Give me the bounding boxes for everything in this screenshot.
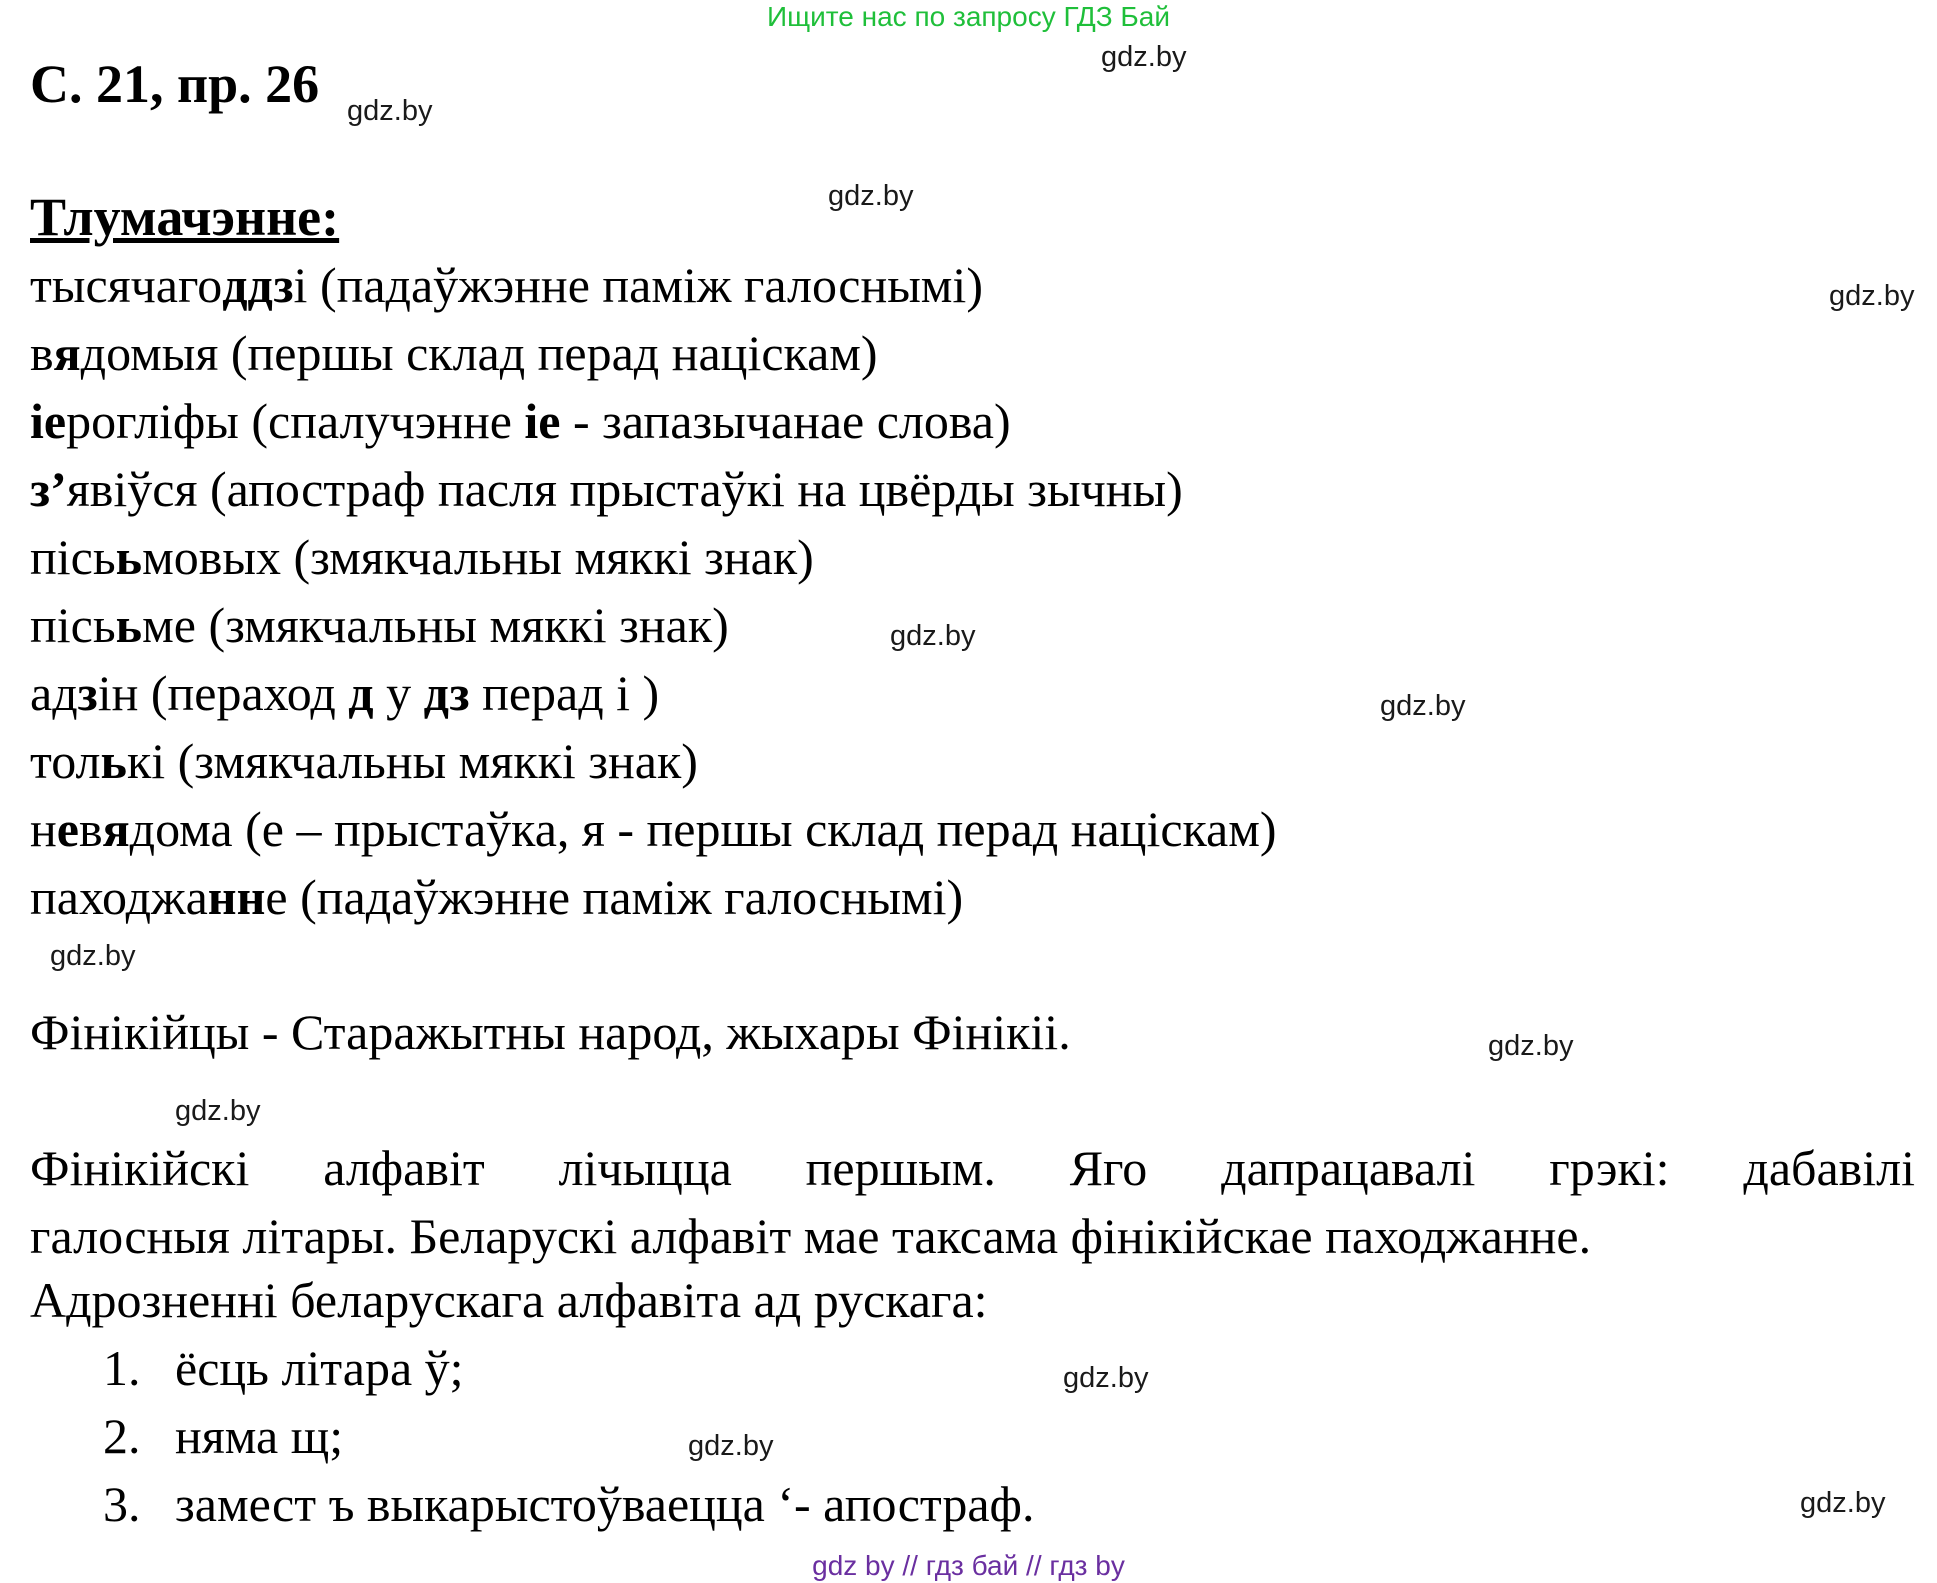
phoenicians-sentence: Фінікійцы - Старажытны народ, жыхары Фінікіі. (30, 1004, 1071, 1060)
explanation-text: кі (змякчальны мяккі знак) (126, 733, 698, 789)
explanation-text: ад (30, 665, 78, 721)
explanation-text: н (30, 801, 57, 857)
explanation-line (30, 459, 1183, 519)
watermark: gdz.by (1488, 1030, 1574, 1062)
highlighted-letters: ь (100, 733, 127, 789)
explanation-line (30, 527, 814, 587)
explanation-line (30, 663, 659, 723)
watermark: gdz.by (1380, 690, 1466, 722)
highlighted-letters: нн (207, 869, 266, 925)
explanation-line (30, 867, 963, 927)
highlighted-letters: ь (115, 529, 143, 585)
explanation-line (30, 255, 983, 315)
explanation-line (30, 323, 878, 383)
list-text: ёсць літара ў; (175, 1340, 464, 1396)
watermark: gdz.by (347, 95, 433, 127)
explanation-text: тол (30, 733, 101, 789)
watermark: gdz.by (688, 1430, 774, 1462)
watermark: gdz.by (50, 940, 136, 972)
list-number: 1. (103, 1340, 141, 1396)
explanation-text: в (78, 801, 103, 857)
explanation-text: ін (пераход (97, 665, 349, 721)
highlighted-letters: дз (423, 665, 470, 721)
explanation-text: в (30, 325, 54, 381)
watermark: gdz.by (890, 620, 976, 652)
explanation-text: е (падаўжэнне паміж галоснымі) (265, 869, 964, 925)
list-text: замест ъ выкарыстоўваецца ‘- апостраф. (175, 1476, 1035, 1532)
explanation-line (30, 799, 1277, 859)
explanation-line (30, 595, 729, 655)
explanation-line (30, 391, 1011, 451)
list-item (103, 1474, 1034, 1534)
explanation-text: явіўся (апостраф пасля прыстаўкі на цвёрды зычны) (66, 461, 1183, 517)
explanation-text: у (373, 665, 424, 721)
highlighted-letters: я (102, 801, 130, 857)
explanation-text: рогліфы (спалучэнне (66, 393, 525, 449)
footer-links: gdz by // гдз бай // гдз by (812, 1550, 1125, 1581)
top-banner: Ищите нас по запросу ГДЗ Бай (766, 1, 1171, 32)
explanation-text: дома (е – прыстаўка, я - першы склад перад націскам) (129, 801, 1277, 857)
highlighted-letters: я (53, 325, 81, 381)
watermark: gdz.by (1063, 1362, 1149, 1394)
explanation-text: паходжа (30, 869, 208, 925)
alphabet-line-1: Фінікійскі алфавіт лічыцца першым. Яго дапрацавалі грэкі: дабавілі (30, 1140, 1915, 1196)
explanation-line (30, 731, 698, 791)
alphabet-paragraph (30, 1134, 1915, 1270)
explanation-text: тысячаго (30, 257, 223, 313)
list-item (103, 1338, 464, 1398)
highlighted-letters: д (348, 665, 374, 721)
highlighted-letters: з (77, 665, 98, 721)
alphabet-line-2: галосныя літары. Беларускі алфавіт мае таксама фінікійскае паходжанне. (30, 1208, 1592, 1264)
watermark: gdz.by (828, 180, 914, 212)
highlighted-letters: ддз (222, 257, 294, 313)
watermark: gdz.by (175, 1095, 261, 1127)
list-number: 2. (103, 1408, 141, 1464)
highlighted-letters: іе (524, 393, 561, 449)
highlighted-letters: е (56, 801, 79, 857)
list-text: няма щ; (175, 1408, 344, 1464)
highlighted-letters: з’ (30, 461, 67, 517)
watermark: gdz.by (1829, 280, 1915, 312)
watermark: gdz.by (1101, 41, 1187, 73)
page-title: С. 21, пр. 26 (30, 54, 320, 114)
explanation-text: домыя (першы склад перад націскам) (80, 325, 878, 381)
explanation-text: перад і ) (469, 665, 660, 721)
list-number: 3. (103, 1476, 141, 1532)
explanation-text: - запазычанае слова) (560, 393, 1011, 449)
explanation-text: пісь (30, 597, 116, 653)
explanation-text: і (падаўжэнне паміж галоснымі) (293, 257, 983, 313)
section-title: Тлумачэнне: (30, 187, 340, 247)
explanation-text: ме (змякчальны мяккі знак) (142, 597, 729, 653)
watermark: gdz.by (1800, 1487, 1886, 1519)
differences-intro: Адрозненні беларускага алфавіта ад рускага: (30, 1272, 988, 1328)
highlighted-letters: іе (30, 393, 67, 449)
highlighted-letters: ь (115, 597, 143, 653)
explanation-text: мовых (змякчальны мяккі знак) (142, 529, 814, 585)
list-item (103, 1406, 343, 1466)
explanation-text: пісь (30, 529, 116, 585)
